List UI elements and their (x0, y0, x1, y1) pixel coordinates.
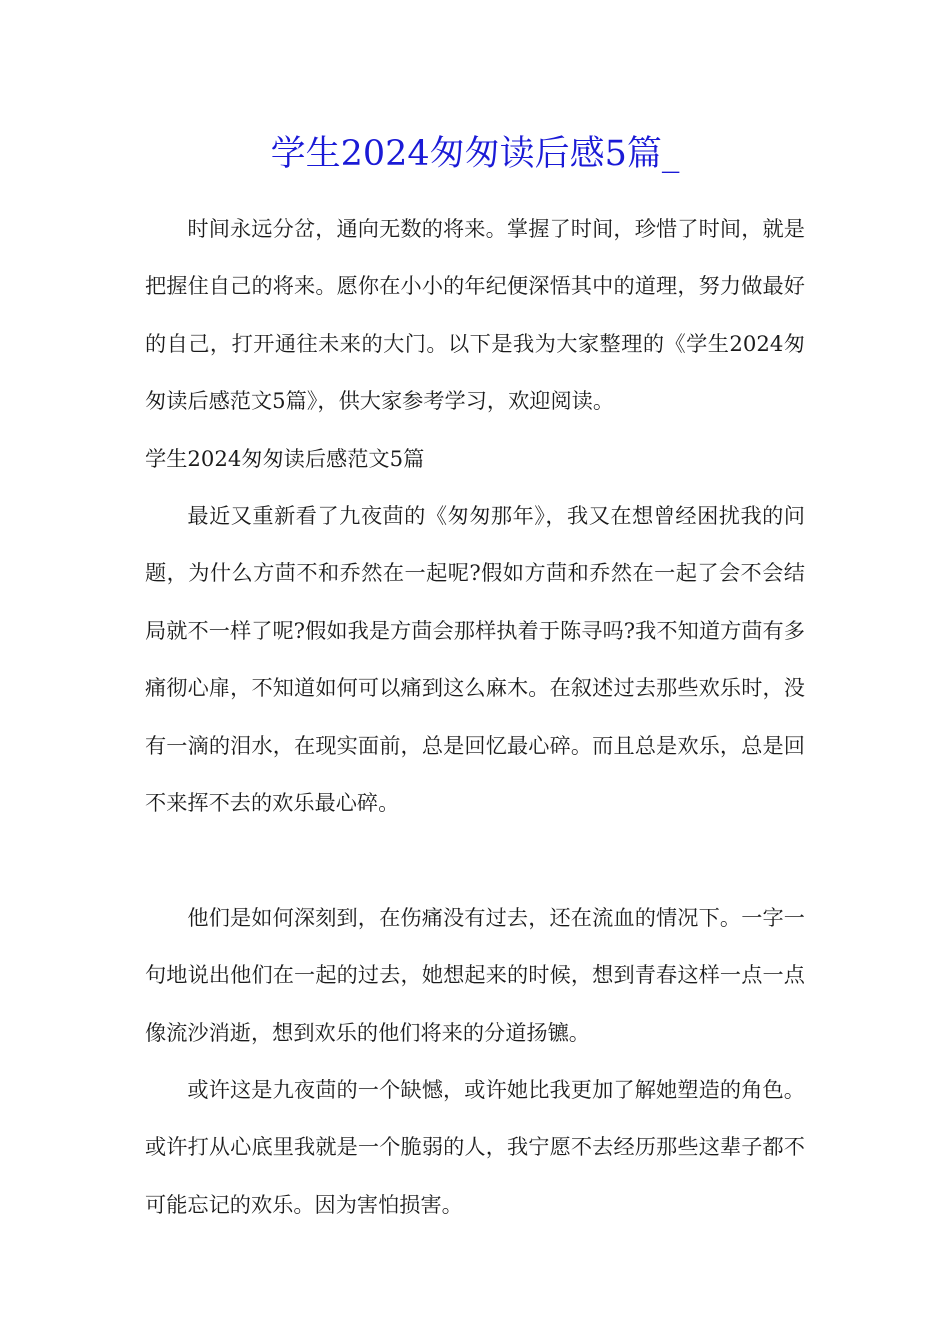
body-paragraph-2: 他们是如何深刻到，在伤痛没有过去，还在流血的情况下。一字一句地说出他们在一起的过去，她想起来的时候，想到青春这样一点一点像流沙消逝，想到欢乐的他们将来的分道扬镳。 (145, 904, 805, 1045)
document-body (145, 200, 805, 1233)
body-paragraph-1: 最近又重新看了九夜茴的《匆匆那年》，我又在想曾经困扰我的问题，为什么方茴不和乔然在一起呢?假如方茴和乔然在一起了会不会结局就不一样了呢?假如我是方茴会那样执着于陈寻吗?我不知道方茴有多痛彻心扉，不知道如何可以痛到这么麻木。在叙述过去那些欢乐时，没有一滴的泪水，在现实面前，总是回忆最心碎。而且总是欢乐，总是回不来挥不去的欢乐最心碎。 (145, 503, 805, 816)
paragraph-gap (145, 831, 805, 888)
body-paragraph-3: 或许这是九夜茴的一个缺憾，或许她比我更加了解她塑造的角色。或许打从心底里我就是一个脆弱的人，我宁愿不去经历那些这辈子都不可能忘记的欢乐。因为害怕损害。 (145, 1077, 805, 1217)
document-title: 学生2024匆匆读后感5篇_ (270, 134, 680, 174)
section-heading: 学生2024匆匆读后感范文5篇 (145, 445, 425, 471)
intro-paragraph: 时间永远分岔，通向无数的将来。掌握了时间，珍惜了时间，就是把握住自己的将来。愿你在小小的年纪便深悟其中的道理，努力做最好的自己，打开通往未来的大门。以下是我为大家整理的《学生2024匆匆读后感范文5篇》，供大家参考学习，欢迎阅读。 (145, 216, 805, 414)
